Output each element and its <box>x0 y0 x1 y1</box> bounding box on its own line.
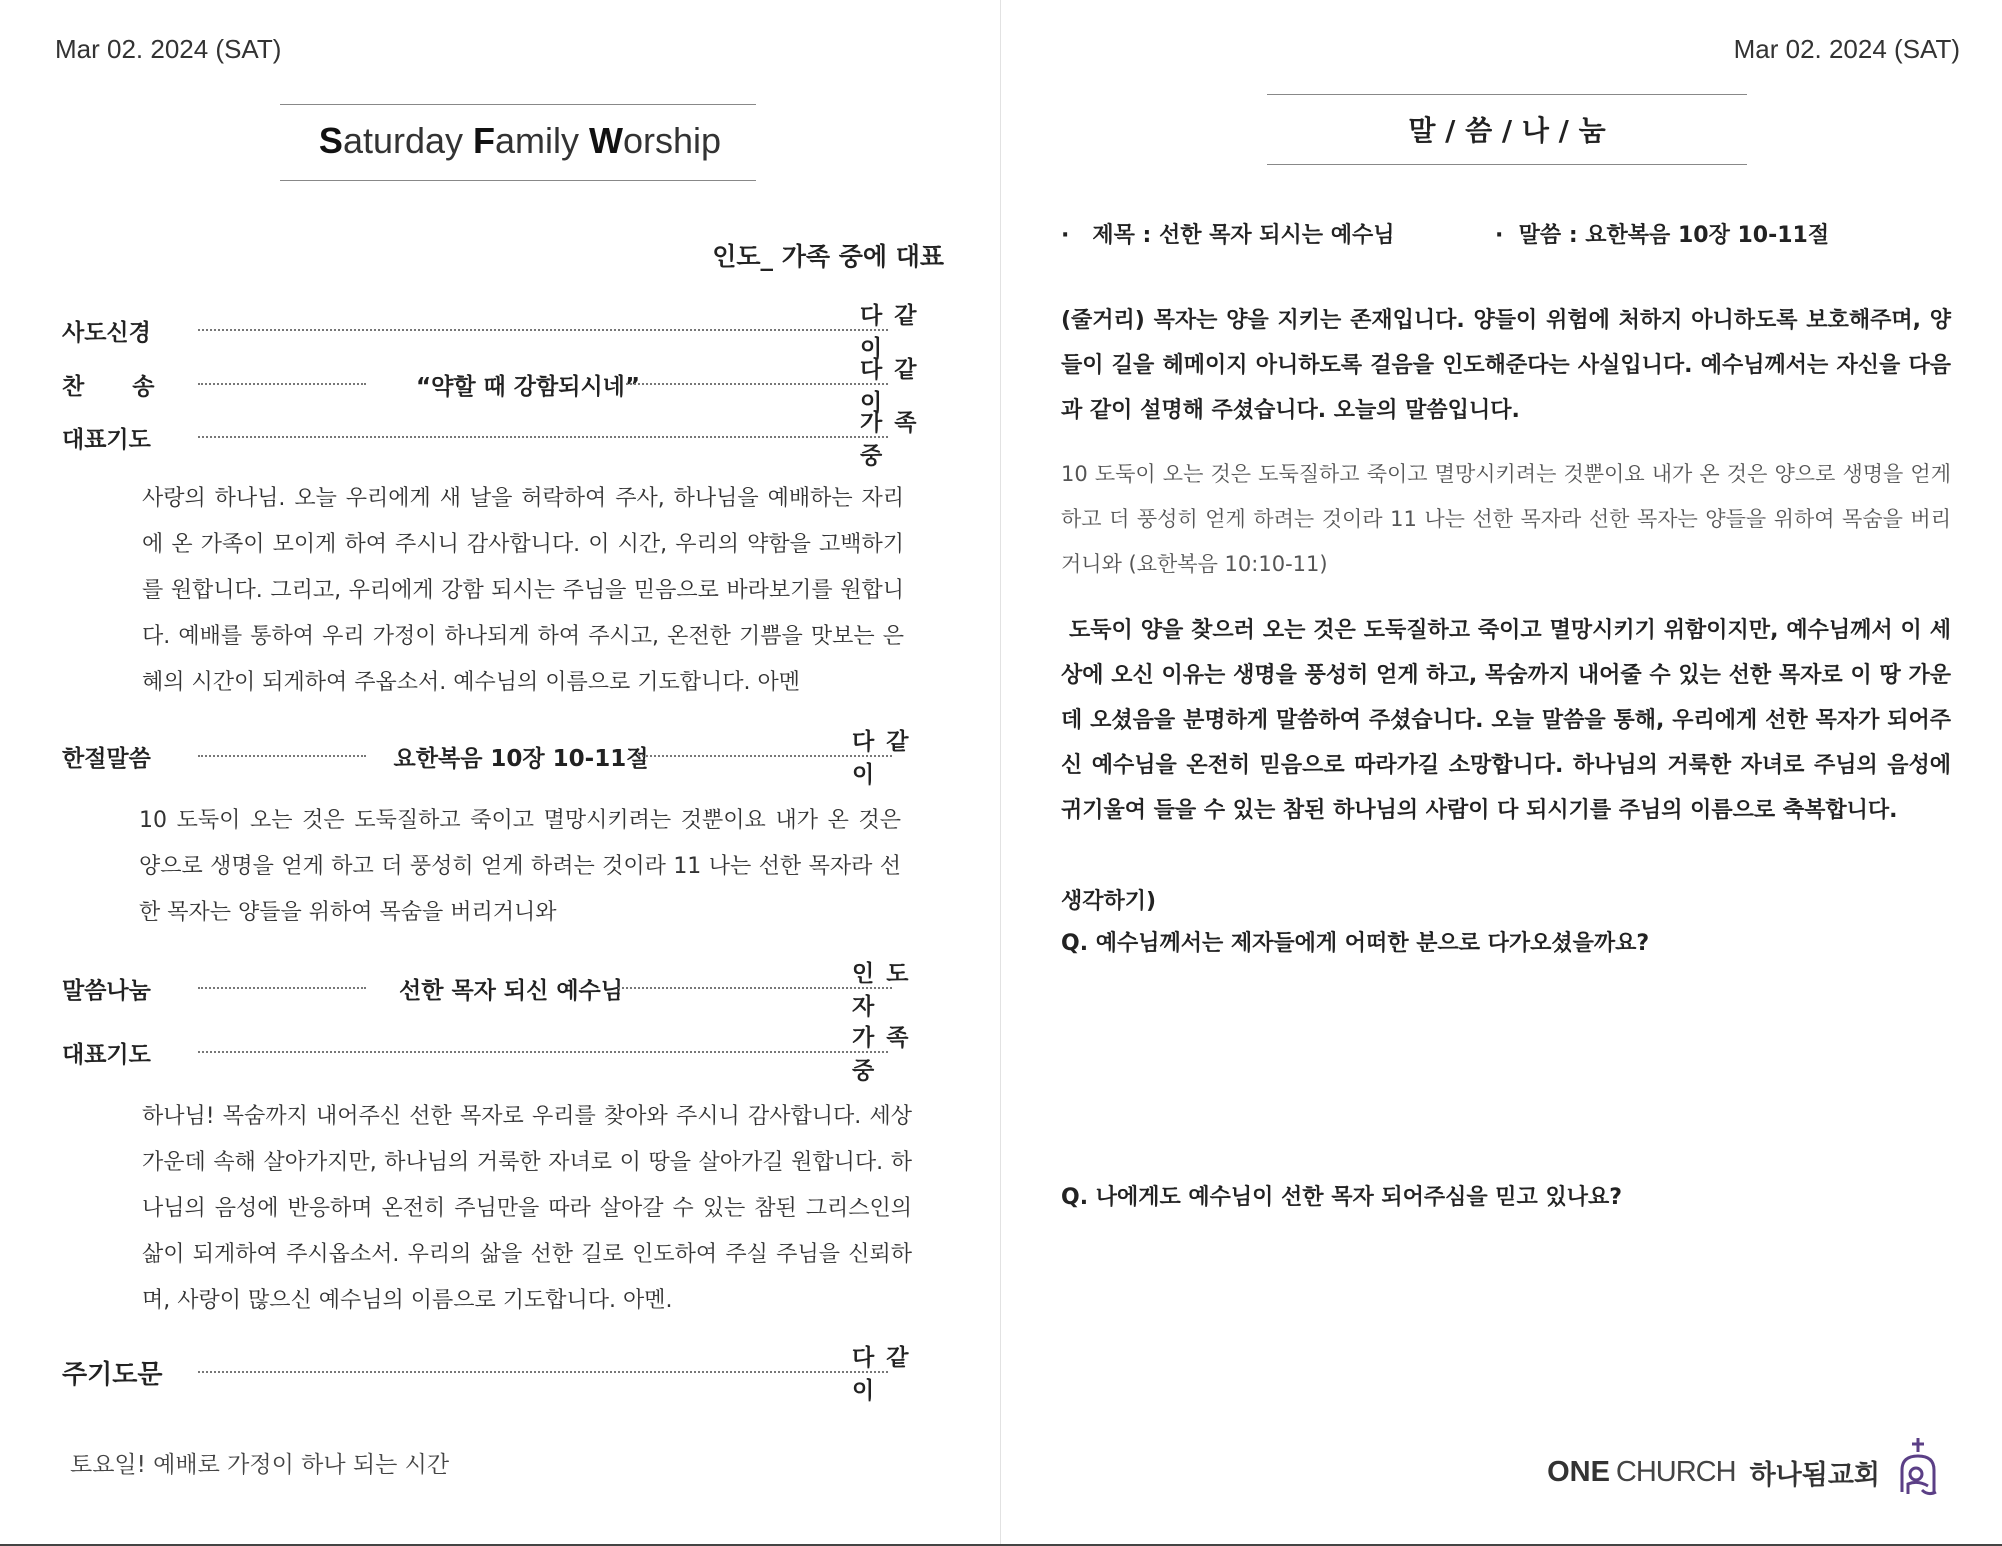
question-1: Q. 예수님께서는 제자들에게 어떠한 분으로 다가오셨을까요? <box>1061 931 1650 956</box>
left-page <box>0 0 1000 1546</box>
sharing-title: 말 / 씀 / 나 / 눔 <box>1408 114 1606 147</box>
dotted-leader <box>626 383 888 385</box>
order-who: 인 도 자 <box>852 961 911 1020</box>
leader-note: 인도_ 가족 중에 대표 <box>712 242 944 271</box>
date-right: Mar 02. 2024 (SAT) <box>1733 34 1960 64</box>
hymn-title: “약할 때 강함되시네” <box>416 373 640 400</box>
title-rest-1: aturday <box>342 120 474 161</box>
message-text: 도둑이 양을 찾으러 오는 것은 도둑질하고 죽이고 멸망시키기 위함이지만, 예수님께서 이 세상에 오신 이유는 생명을 풍성히 얻게 하고, 목숨까지 내어줄 수 있는 선한 목자로 이 땅 가운데 오셨음을 분명하게 말씀하여 주셨습니다. 오늘 말씀을 통해, 우리에게 선한 목자가 되어주신 예수님을 온전히 믿음으로 따라가길 소망합니다. 하나님의 거룩한 자녀로 주님의 음성에 귀기울여 들을 수 있는 참된 하나님의 사람이 다 되시기를 주님의 이름으로 축복합니다. <box>1061 618 1951 823</box>
order-who: 다 같 이 <box>860 303 919 362</box>
title-rest-2: amily <box>495 120 590 161</box>
title-cap-f: F <box>473 120 496 161</box>
dotted-leader <box>198 436 888 438</box>
order-label: 찬 송 <box>62 373 155 400</box>
order-label: 대표기도 <box>62 426 151 453</box>
logo-one: ONE <box>1547 1455 1610 1488</box>
dotted-leader <box>198 1051 888 1053</box>
order-who: 다 같 이 <box>852 729 911 788</box>
verse-text: 10 도둑이 오는 것은 도둑질하고 죽이고 멸망시키려는 것뿐이요 내가 온 것은 양으로 생명을 얻게 하고 더 풍성히 얻게 하려는 것이라 11 나는 선한 목자라 선한 목자는 양들을 위하여 목숨을 버리거니와 <box>139 808 901 925</box>
title-cap-s: S <box>318 120 343 161</box>
order-who: 가 족 중 <box>860 410 919 469</box>
logo-church: CHURCH <box>1615 1455 1736 1488</box>
order-who: 다 같 이 <box>852 1345 911 1404</box>
sharing-title-bottom-rule <box>1267 164 1747 165</box>
order-label: 주기도문 <box>62 1359 163 1390</box>
sermon-subject: · 제목 : 선한 목자 되시는 예수님 <box>1061 223 1395 248</box>
order-label: 대표기도 <box>62 1041 151 1068</box>
title-rest-3: orship <box>623 120 722 161</box>
summary-text: (줄거리) 목자는 양을 지키는 존재입니다. 양들이 위험에 처하지 아니하도록 보호해주며, 양들이 길을 헤메이지 아니하도록 걸음을 인도해준다는 사실입니다. 예수님께서는 자신을 다음과 같이 설명해 주셨습니다. 오늘의 말씀입니다. <box>1061 308 1951 423</box>
order-label: 한절말씀 <box>62 745 151 772</box>
order-sharing <box>62 961 942 1020</box>
church-logo-icon <box>1894 1436 1942 1508</box>
church-logo <box>1547 1436 1942 1508</box>
order-verse <box>62 729 942 788</box>
order-hymn <box>62 357 942 416</box>
order-who: 다 같 이 <box>860 357 919 416</box>
order-prayer-1 <box>62 410 942 469</box>
date-left: Mar 02. 2024 (SAT) <box>55 34 282 64</box>
dotted-leader <box>198 383 366 385</box>
prayer-2-text: 하나님! 목숨까지 내어주신 선한 목자로 우리를 찾아와 주시니 감사합니다. 세상 가운데 속해 살아가지만, 하나님의 거룩한 자녀로 이 땅을 살아가길 원합니다. 하나님의 음성에 반응하며 온전히 주님만을 따라 살아갈 수 있는 참된 그리스인의 삶이 되게하여 주시옵소서. 우리의 삶을 선한 길로 인도하여 주실 주님을 신뢰하며, 사랑이 많으신 예수님의 이름으로 기도합니다. 아멘. <box>142 1104 912 1313</box>
dotted-leader <box>198 987 366 989</box>
think-label: 생각하기) <box>1061 889 1157 914</box>
footer-slogan: 토요일! 예배로 가정이 하나 되는 시간 <box>70 1452 450 1478</box>
scripture-text: 10 도둑이 오는 것은 도둑질하고 죽이고 멸망시키려는 것뿐이요 내가 온 것은 양으로 생명을 얻게 하고 더 풍성히 얻게 하려는 것이라 11 나는 선한 목자라 선한 목자는 양들을 위하여 목숨을 버리거니와 (요한복음 10:10-11) <box>1061 462 1951 576</box>
verse-ref: 요한복음 10장 10-11절 <box>393 745 649 772</box>
order-label: 말씀나눔 <box>62 977 151 1004</box>
right-page <box>1001 0 2002 1546</box>
order-lords-prayer <box>62 1345 942 1404</box>
dotted-leader <box>198 329 888 331</box>
order-creed <box>62 303 942 362</box>
question-2: Q. 나에게도 예수님이 선한 목자 되어주심을 믿고 있나요? <box>1061 1185 1622 1210</box>
order-label: 사도신경 <box>62 319 151 346</box>
title-bottom-rule <box>280 180 756 181</box>
order-prayer-2 <box>62 1025 942 1084</box>
sermon-scripture: · 말씀 : 요한복음 10장 10-11절 <box>1495 223 1830 248</box>
title-cap-w: W <box>589 120 624 161</box>
logo-korean: 하나됨교회 <box>1749 1459 1880 1491</box>
prayer-1-text: 사랑의 하나님. 오늘 우리에게 새 날을 허락하여 주사, 하나님을 예배하는 자리에 온 가족이 모이게 하여 주시니 감사합니다. 이 시간, 우리의 약함을 고백하기를 원합니다. 그리고, 우리에게 강함 되시는 주님을 믿음으로 바라보기를 원합니다. 예배를 통하여 우리 가정이 하나되게 하여 주시고, 온전한 기쁨을 맛보는 은혜의 시간이 되게하여 주옵소서. 예수님의 이름으로 기도합니다. 아멘 <box>142 486 904 695</box>
dotted-leader <box>618 987 892 989</box>
dotted-leader <box>198 755 366 757</box>
worship-title <box>280 101 760 181</box>
dotted-leader <box>198 1371 888 1373</box>
sharing-title: 선한 목자 되신 예수님 <box>399 977 623 1004</box>
order-who: 가 족 중 <box>852 1025 911 1084</box>
